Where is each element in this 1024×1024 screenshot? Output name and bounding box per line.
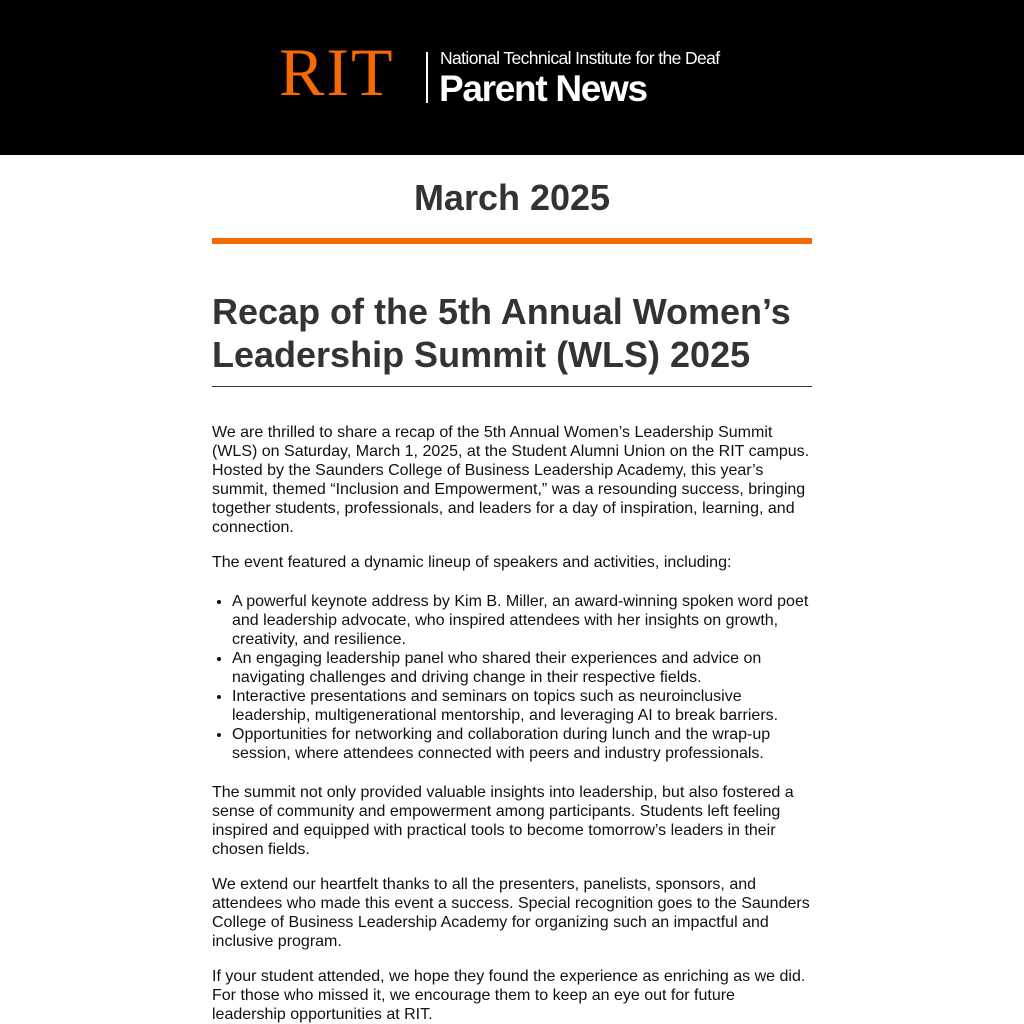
list-item: • An engaging leadership panel who shared their experiences and advice on navigating challenges and driving change in their respective fields. bbox=[232, 649, 812, 687]
orange-divider bbox=[212, 238, 812, 244]
paragraph: If your student attended, we hope they found the experience as enriching as we did. For those who missed it, we encourage them to keep an eye out for future leadership opportunities at RIT. bbox=[212, 968, 806, 1023]
title-divider bbox=[212, 386, 812, 387]
newsletter-title: Parent News bbox=[439, 68, 647, 109]
highlights-list bbox=[212, 592, 812, 763]
list-item: • Interactive presentations and seminars on topics such as neuroinclusive leadership, multigenerational mentorship, and leveraging AI to break barriers. bbox=[232, 687, 812, 725]
institute-name: National Technical Institute for the Deaf bbox=[440, 48, 720, 68]
list-item: • Opportunities for networking and collaboration during lunch and the wrap-up session, where attendees connected with peers and industry professionals. bbox=[232, 725, 812, 763]
rit-logo[interactable]: RIT bbox=[279, 34, 395, 110]
paragraph: The event featured a dynamic lineup of speakers and activities, including: bbox=[212, 554, 732, 571]
paragraph: The summit not only provided valuable insights into leadership, but also fostered a sense of community and empowerment among participants. Students left feeling inspired and equipped with practical tools to become tomorrow’s leaders in their chosen fields. bbox=[212, 784, 794, 858]
list-item: • A powerful keynote address by Kim B. Miller, an award-winning spoken word poet and leadership advocate, who inspired attendees with her insights on growth, creativity, and resilience. bbox=[232, 592, 812, 649]
issue-date: March 2025 bbox=[413, 177, 611, 218]
paragraph: We are thrilled to share a recap of the 5th Annual Women’s Leadership Summit (WLS) on Saturday, March 1, 2025, at the Student Alumni Union on the RIT campus. Hosted by the Saunders College of Business Leadership Academy, this year’s summit, themed “Inclusion and Empowerment,” was a resounding success, bringing together students, professionals, and leaders for a day of inspiration, learning, and connection. bbox=[212, 424, 810, 536]
article-body bbox=[212, 423, 812, 1024]
article-title: Recap of the 5th Annual Women’s Leadership Summit (WLS) 2025 bbox=[212, 291, 791, 375]
paragraph: We extend our heartfelt thanks to all the presenters, panelists, sponsors, and attendees who made this event a success. Special recognition goes to the Saunders College of Business Leadership Academy for organizing such an impactful and inclusive program. bbox=[212, 876, 810, 950]
